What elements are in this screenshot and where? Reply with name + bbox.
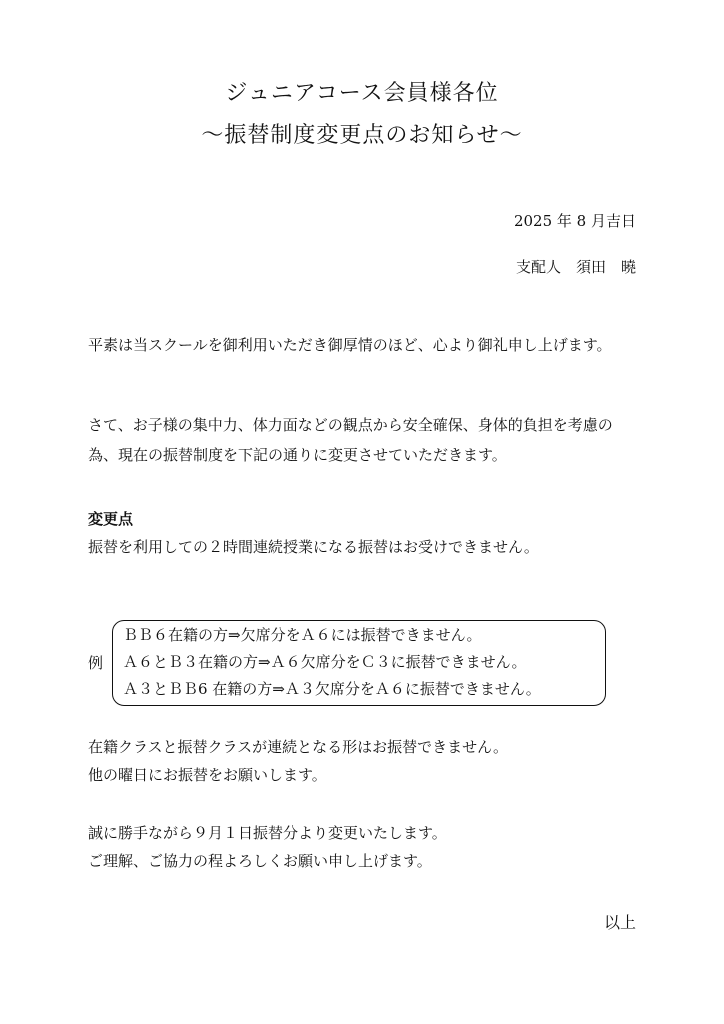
example-box [112,620,606,706]
sender-name: 支配人 須田 曉 [515,258,636,276]
closing-line: ご理解、ご協力の程よろしくお願い申し上げます。 [88,852,432,870]
change-description: 振替を利用しての２時間連続授業になる振替はお受けできません。 [88,538,539,556]
change-heading: 変更点 [88,510,134,528]
example-line: Ａ６とＢ３在籍の方⇒Ａ６欠席分をＣ３に振替できません。 [123,653,527,671]
example-line: Ａ３とＢＢ6 在籍の方⇒Ａ３欠席分をＡ６に振替できません。 [123,680,541,698]
greeting-paragraph: 平素は当スクールを御利用いただき御厚情のほど、心より御礼申し上げます。 [88,336,612,354]
example-line: ＢＢ６在籍の方⇒欠席分をＡ６には振替できません。 [123,626,482,644]
document-subtitle: 〜振替制度変更点のお知らせ〜 [201,123,523,148]
issue-date: 2025 年 8 月吉日 [513,212,636,230]
example-label: 例 [88,654,104,672]
announcement-paragraph: さて、お子様の集中力、体力面などの観点から安全確保、身体的負担を考慮の為、現在の振替制度を下記の通りに変更させていただきます。 [88,416,613,464]
note-line: 他の曜日にお振替をお願いします。 [88,766,327,784]
document-title: ジュニアコース会員様各位 [225,81,499,106]
note-line: 在籍クラスと振替クラスが連続となる形はお振替できません。 [88,738,509,756]
closing-line: 誠に勝手ながら９月１日振替分より変更いたします。 [88,824,447,842]
closing-mark: 以上 [603,913,636,932]
